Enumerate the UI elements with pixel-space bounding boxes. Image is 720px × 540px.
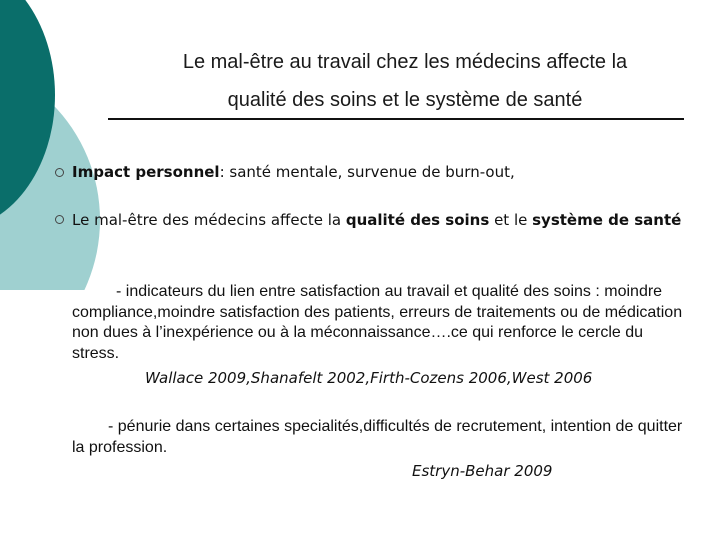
bullet-bold-lead: Impact personnel: [72, 163, 220, 181]
bullet-bold-phrase: qualité des soins: [345, 211, 490, 229]
decorative-circles: [0, 0, 120, 290]
title-underline-rule: [108, 118, 684, 120]
bullet-text: : santé mentale, survenue de burn-out,: [219, 163, 515, 181]
slide-title-line-2: qualité des soins et le système de santé: [227, 89, 583, 111]
bullet-text: Le mal-être des médecins affecte la: [72, 211, 346, 229]
bullet-bold-phrase: système de santé: [532, 211, 682, 229]
sub-point-indicators: [72, 282, 692, 364]
bullet-quality-of-care: [72, 210, 692, 230]
hollow-circle-bullet-icon: [55, 168, 64, 177]
sub-point-shortage: [72, 417, 692, 458]
sub-point-text: - indicateurs du lien entre satisfaction au travail et qualité des soins : moindre compliance,moindre satisfaction des patients, erreurs de traitements ou de médication non dues à l’inexpérience ou à la méconnaissance….ce qui renforce le cercle du stress.: [72, 283, 683, 362]
slide-title-line-1: Le mal-être au travail chez les médecins affecte la: [182, 51, 628, 73]
slide-title: [110, 43, 700, 119]
citation-shortage: Estryn-Behar 2009: [412, 462, 553, 480]
bullet-text: et le: [489, 211, 533, 229]
bullet-personal-impact: [72, 162, 692, 182]
sub-point-text: - pénurie dans certaines specialités,difficultés de recrutement, intention de quitter la profession.: [72, 418, 683, 456]
citation-indicators: Wallace 2009,Shanafelt 2002,Firth-Cozens 2006,West 2006: [145, 369, 593, 387]
hollow-circle-bullet-icon: [55, 215, 64, 224]
